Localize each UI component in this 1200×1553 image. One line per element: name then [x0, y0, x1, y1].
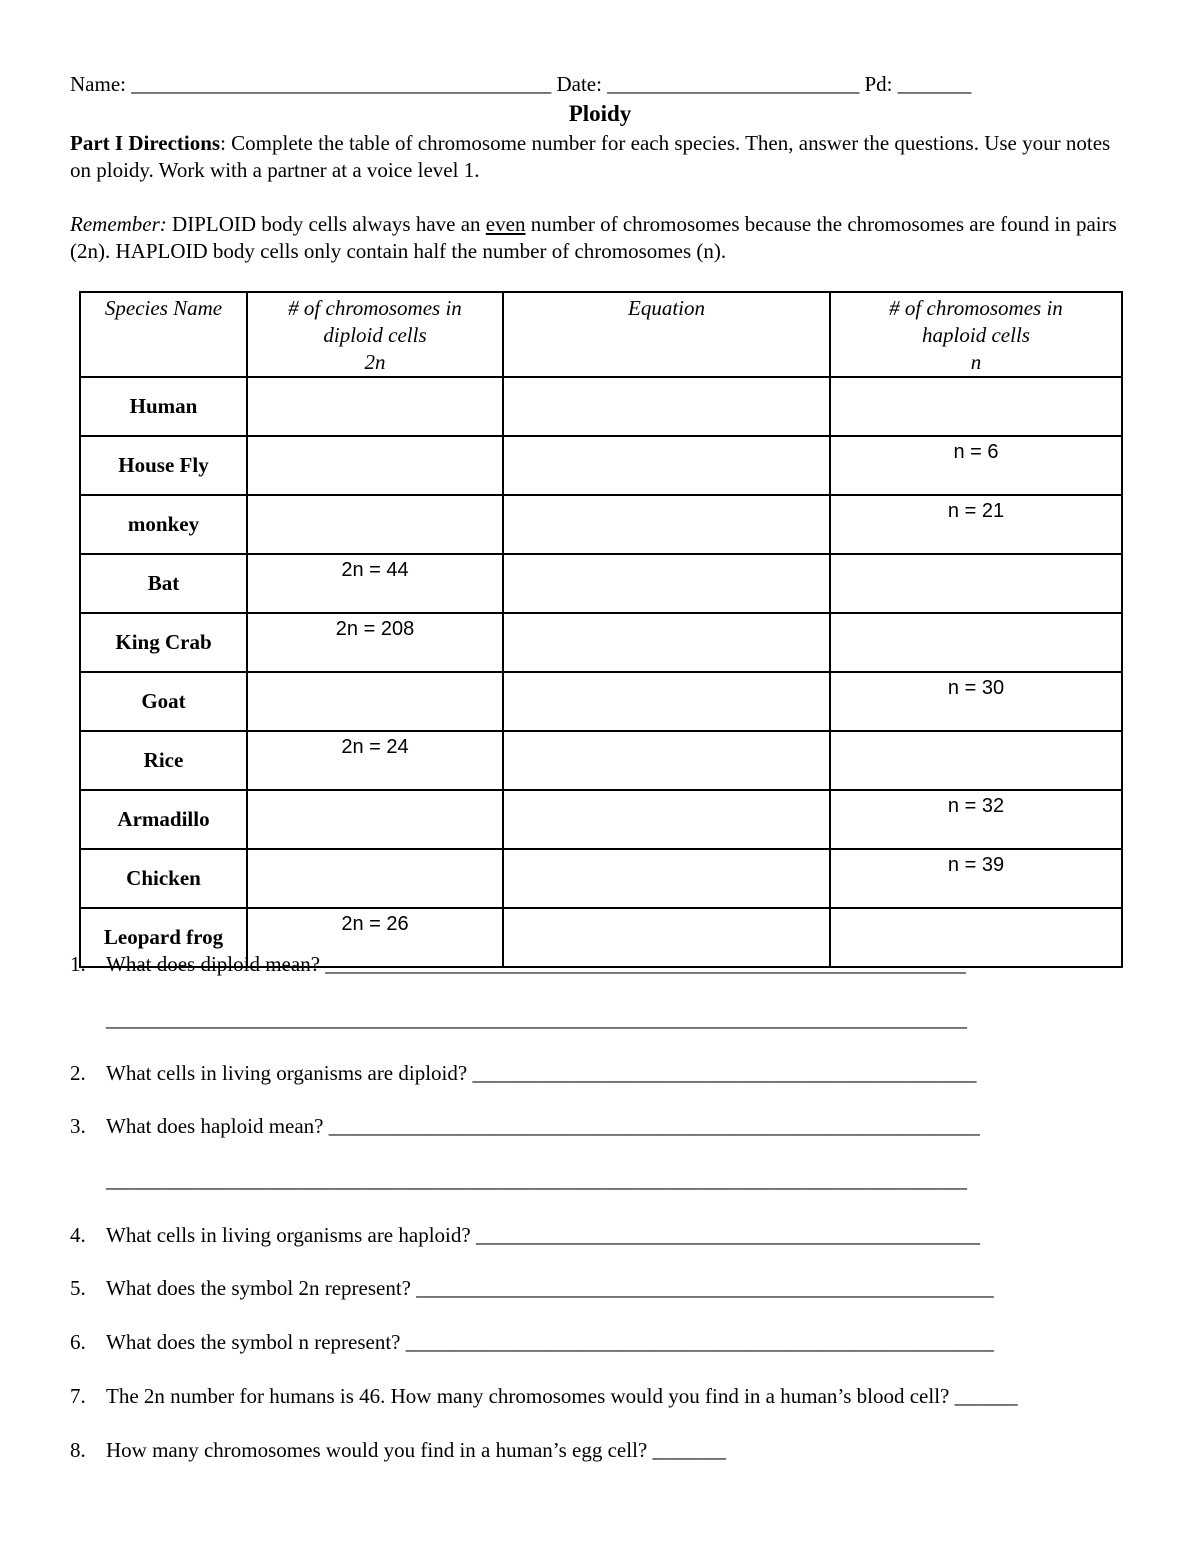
- diploid-cell[interactable]: [247, 495, 503, 554]
- remember-paragraph: [70, 211, 1130, 265]
- haploid-cell[interactable]: n = 39: [830, 849, 1122, 908]
- header-fields: [70, 72, 1130, 97]
- answer-blank[interactable]: _______: [652, 1438, 726, 1462]
- question-item: [70, 1223, 980, 1248]
- name-label: Name:: [70, 72, 126, 96]
- species-cell: Chicken: [80, 849, 247, 908]
- equation-cell[interactable]: [503, 849, 830, 908]
- question-text: What does the symbol n represent?: [106, 1330, 406, 1354]
- table-row: [80, 436, 1122, 495]
- haploid-cell[interactable]: n = 30: [830, 672, 1122, 731]
- haploid-cell[interactable]: n = 32: [830, 790, 1122, 849]
- question-item: [70, 1061, 976, 1086]
- directions-label: Part I Directions: [70, 131, 221, 155]
- question-number: 6.: [70, 1330, 86, 1354]
- species-cell: Bat: [80, 554, 247, 613]
- table-row: [80, 554, 1122, 613]
- question-number: 4.: [70, 1223, 86, 1247]
- equation-cell[interactable]: [503, 377, 830, 436]
- diploid-cell[interactable]: [247, 436, 503, 495]
- question-number: 2.: [70, 1061, 86, 1085]
- question-number: 1.: [70, 952, 86, 976]
- diploid-cell[interactable]: 2n = 208: [247, 613, 503, 672]
- table-row: [80, 790, 1122, 849]
- date-label: Date:: [556, 72, 602, 96]
- diploid-cell[interactable]: [247, 849, 503, 908]
- pd-label: Pd:: [864, 72, 893, 96]
- remember-text-1: DIPLOID body cells always have an: [166, 212, 486, 236]
- haploid-cell[interactable]: [830, 377, 1122, 436]
- equation-cell[interactable]: [503, 436, 830, 495]
- question-text: What cells in living organisms are diploid?: [106, 1061, 473, 1085]
- pd-blank[interactable]: _______: [897, 72, 972, 96]
- table-header-row: [80, 292, 1122, 377]
- question-text: How many chromosomes would you find in a human’s egg cell?: [106, 1438, 653, 1462]
- haploid-cell[interactable]: [830, 613, 1122, 672]
- table-row: [80, 495, 1122, 554]
- table-row: [80, 672, 1122, 731]
- question-number: 5.: [70, 1276, 86, 1300]
- species-cell: Human: [80, 377, 247, 436]
- haploid-cell[interactable]: [830, 731, 1122, 790]
- diploid-cell[interactable]: [247, 672, 503, 731]
- equation-cell[interactable]: [503, 495, 830, 554]
- header-diploid: # of chromosomes in diploid cells 2n: [247, 292, 503, 377]
- question-item: [70, 1276, 994, 1301]
- header-equation: Equation: [503, 292, 830, 377]
- answer-blank-continuation[interactable]: __________________________________________________________________________________: [106, 1007, 967, 1031]
- question-item: [70, 1114, 980, 1139]
- species-cell: Rice: [80, 731, 247, 790]
- directions-text: : Complete the table of chromosome number for each species. Then, answer the questions. Use your notes on ploidy. Work with a partner at a voice level 1.: [70, 131, 1111, 182]
- answer-blank[interactable]: ________________________________________________________: [405, 1330, 994, 1354]
- question-number: 3.: [70, 1114, 86, 1138]
- species-cell: Goat: [80, 672, 247, 731]
- question-number: 8.: [70, 1438, 86, 1462]
- answer-blank-continuation[interactable]: __________________________________________________________________________________: [106, 1168, 967, 1192]
- ploidy-table: [79, 291, 1123, 968]
- haploid-cell[interactable]: n = 6: [830, 436, 1122, 495]
- species-cell: King Crab: [80, 613, 247, 672]
- question-item: [70, 952, 966, 977]
- question-number: 7.: [70, 1384, 86, 1408]
- question-item: [70, 1384, 1018, 1409]
- table-row: [80, 377, 1122, 436]
- equation-cell[interactable]: [503, 672, 830, 731]
- question-item: [70, 1438, 726, 1463]
- answer-blank[interactable]: ________________________________________________: [472, 1061, 977, 1085]
- remember-text-2: number of chromosomes because the chromosomes are found in pairs (2n). HAPLOID body cells only contain half the number of chromosomes (n).: [70, 212, 1117, 263]
- header-species: Species Name: [80, 292, 247, 377]
- question-text: What does the symbol 2n represent?: [106, 1276, 417, 1300]
- species-cell: Armadillo: [80, 790, 247, 849]
- species-cell: monkey: [80, 495, 247, 554]
- answer-blank[interactable]: ______: [954, 1384, 1018, 1408]
- header-haploid: # of chromosomes in haploid cells n: [830, 292, 1122, 377]
- equation-cell[interactable]: [503, 613, 830, 672]
- equation-cell[interactable]: [503, 554, 830, 613]
- species-cell: House Fly: [80, 436, 247, 495]
- table-row: [80, 613, 1122, 672]
- diploid-cell[interactable]: 2n = 44: [247, 554, 503, 613]
- date-blank[interactable]: ________________________: [607, 72, 860, 96]
- question-text: What does diploid mean?: [106, 952, 326, 976]
- question-text: What does haploid mean?: [106, 1114, 329, 1138]
- question-text: What cells in living organisms are haploid?: [106, 1223, 476, 1247]
- remember-emphasis: even: [485, 212, 526, 236]
- answer-blank[interactable]: ________________________________________________: [475, 1223, 980, 1247]
- diploid-cell[interactable]: [247, 377, 503, 436]
- diploid-cell[interactable]: 2n = 26: [247, 908, 503, 967]
- question-item: [70, 1330, 994, 1355]
- page-title: Ploidy: [568, 101, 632, 126]
- equation-cell[interactable]: [503, 790, 830, 849]
- equation-cell[interactable]: [503, 731, 830, 790]
- table-row: [80, 849, 1122, 908]
- diploid-cell[interactable]: 2n = 24: [247, 731, 503, 790]
- question-text: The 2n number for humans is 46. How many chromosomes would you find in a human’s blood cell?: [106, 1384, 955, 1408]
- haploid-cell[interactable]: [830, 554, 1122, 613]
- answer-blank[interactable]: ______________________________________________________________: [328, 1114, 980, 1138]
- directions-paragraph: [70, 130, 1130, 184]
- name-blank[interactable]: ________________________________________: [131, 72, 552, 96]
- answer-blank[interactable]: _____________________________________________________________: [325, 952, 966, 976]
- table-row: [80, 731, 1122, 790]
- species-cell: Leopard frog: [80, 908, 247, 967]
- haploid-cell[interactable]: n = 21: [830, 495, 1122, 554]
- remember-label: Remember:: [70, 212, 167, 236]
- diploid-cell[interactable]: [247, 790, 503, 849]
- answer-blank[interactable]: _______________________________________________________: [416, 1276, 994, 1300]
